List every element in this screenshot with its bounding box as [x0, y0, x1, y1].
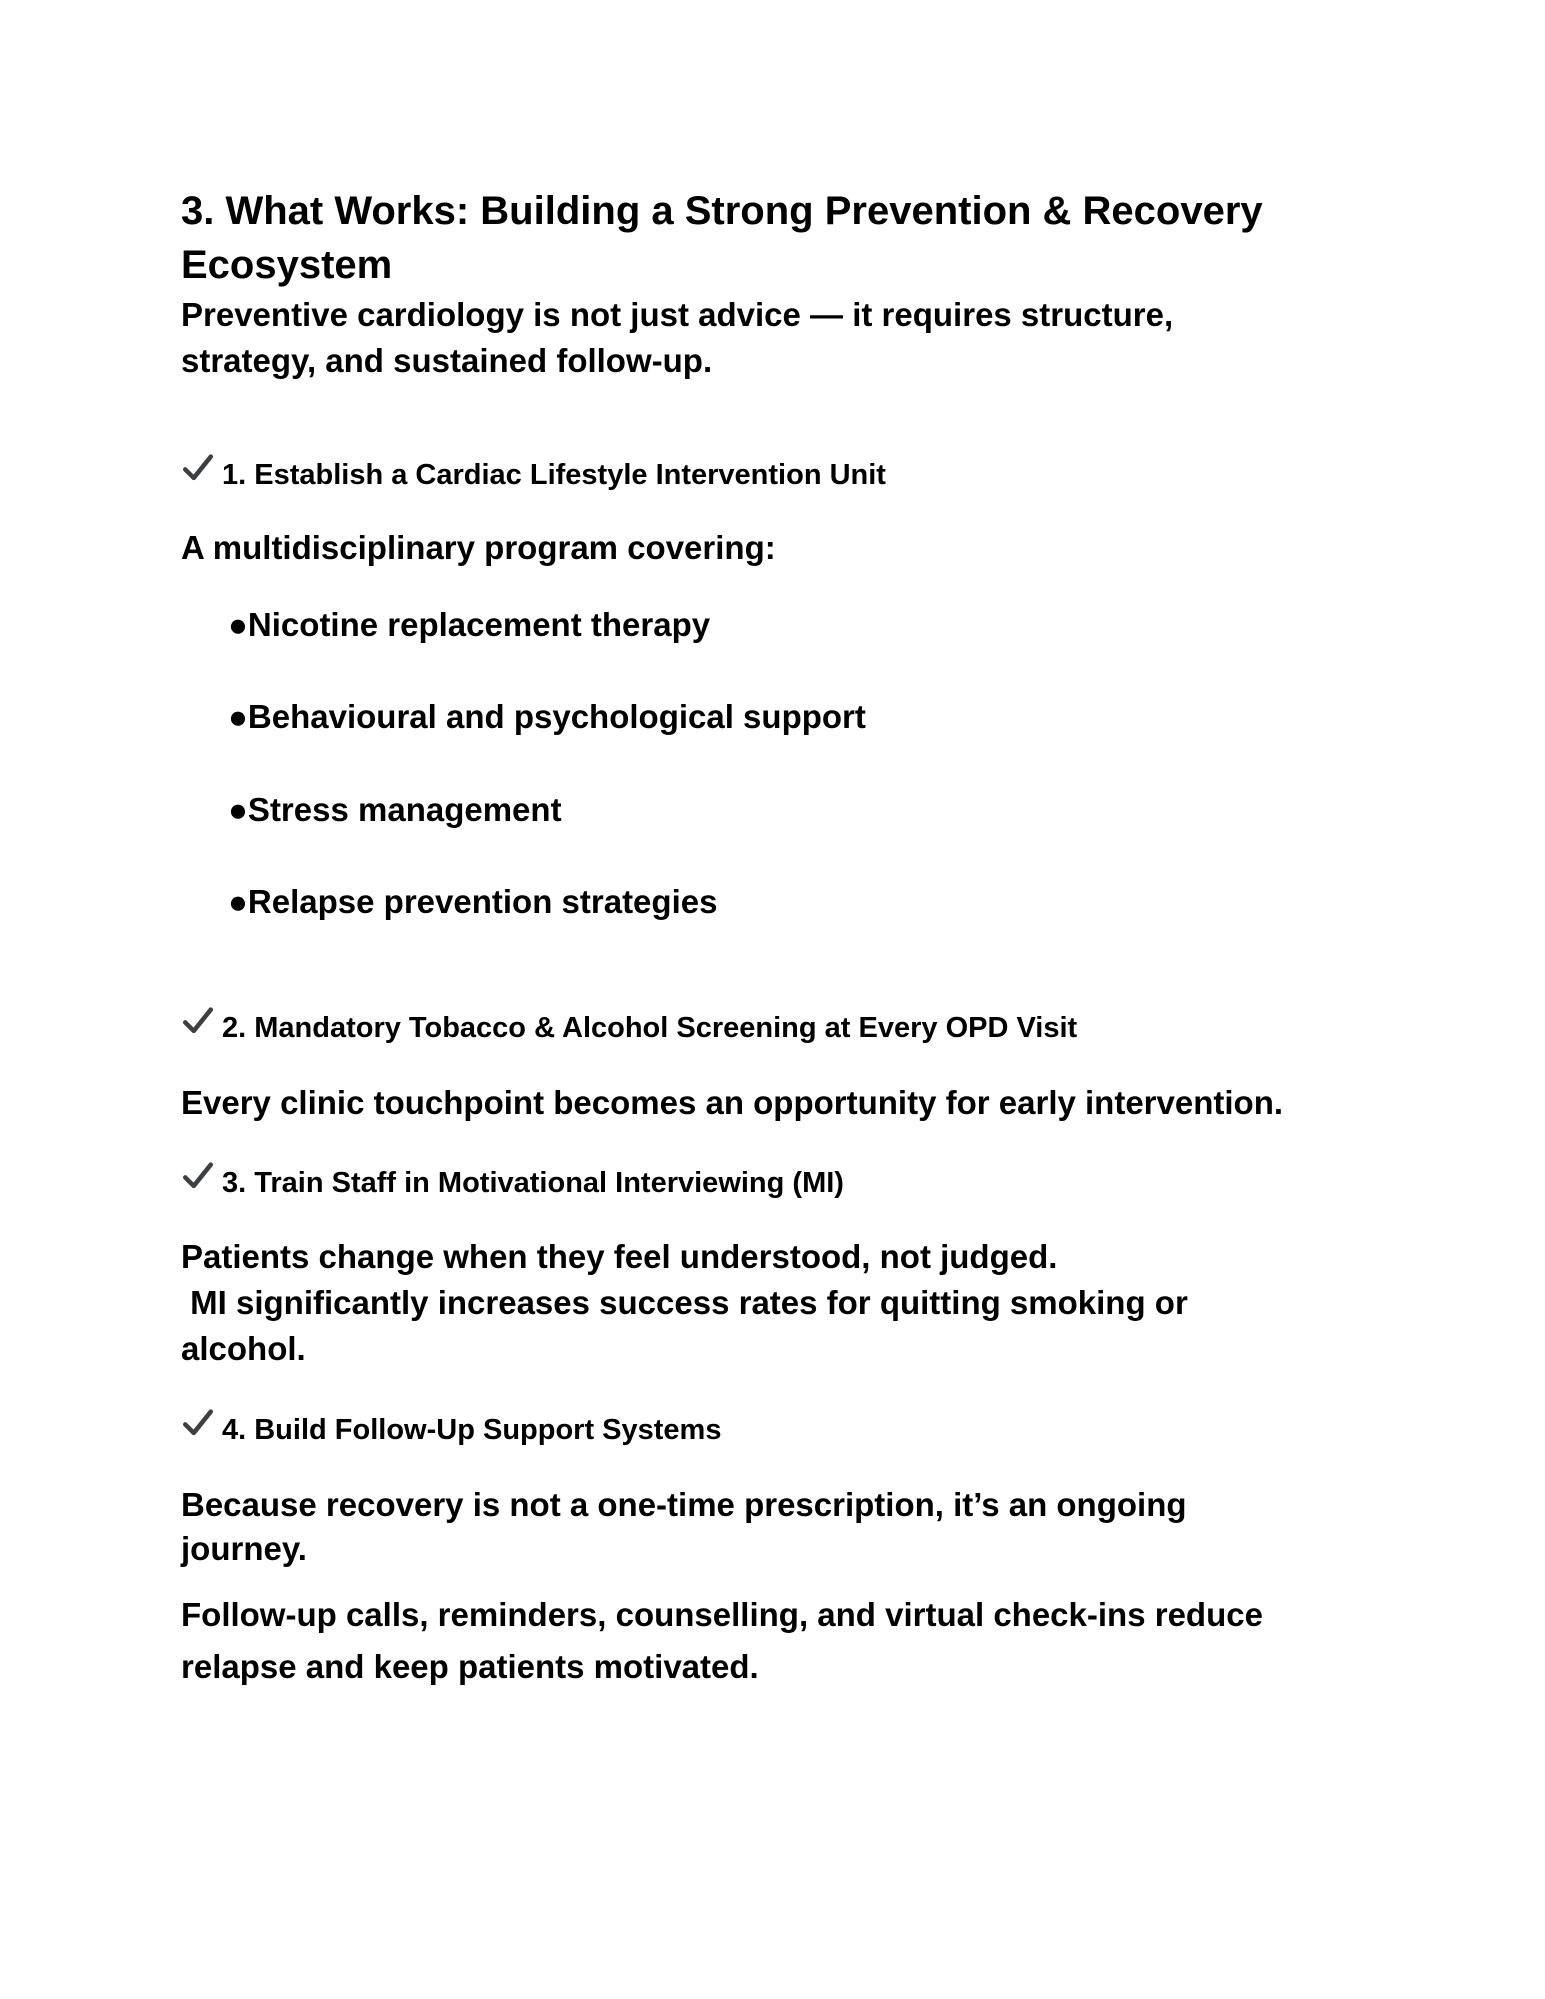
- section-body-line: Because recovery is not a one-time prescription, it’s an ongoing: [181, 1486, 1187, 1523]
- section-intro: A multidisciplinary program covering:: [181, 529, 776, 566]
- section-body-line: journey.: [181, 1530, 307, 1567]
- section-heading-text: 4. Build Follow-Up Support Systems: [222, 1414, 722, 1446]
- list-item: ●Relapse prevention strategies: [228, 883, 718, 920]
- page-title-line-1: 3. What Works: Building a Strong Prevention & Recovery: [181, 189, 1263, 233]
- subtitle-line-2: strategy, and sustained follow-up.: [181, 342, 713, 379]
- section-heading-text: 1. Establish a Cardiac Lifestyle Intervention Unit: [222, 459, 886, 491]
- section-heading-text: 3. Train Staff in Motivational Interviewing (MI): [222, 1167, 844, 1199]
- section-heading-4: [181, 1410, 721, 1450]
- section-body-line: Follow-up calls, reminders, counselling, and virtual check-ins reduce: [181, 1596, 1263, 1633]
- checkmark-icon: [181, 451, 215, 485]
- list-item: ●Behavioural and psychological support: [228, 698, 866, 735]
- list-item: ●Stress management: [228, 791, 562, 828]
- page-title-line-2: Ecosystem: [181, 243, 393, 287]
- section-heading-3: [181, 1163, 844, 1203]
- list-item: ●Nicotine replacement therapy: [228, 606, 711, 643]
- section-body-line: relapse and keep patients motivated.: [181, 1648, 759, 1685]
- section-body-line: alcohol.: [181, 1330, 306, 1367]
- section-heading-2: [181, 1008, 1077, 1048]
- section-heading-1: [181, 455, 886, 495]
- checkmark-icon: [181, 1004, 215, 1038]
- section-heading-text: 2. Mandatory Tobacco & Alcohol Screening at Every OPD Visit: [222, 1012, 1078, 1044]
- subtitle-line-1: Preventive cardiology is not just advice — it requires structure,: [181, 296, 1174, 333]
- section-body-line: Patients change when they feel understood, not judged.: [181, 1238, 1058, 1275]
- section-body: Every clinic touchpoint becomes an opportunity for early intervention.: [181, 1084, 1284, 1121]
- section-body-line: MI significantly increases success rates for quitting smoking or: [181, 1284, 1188, 1321]
- checkmark-icon: [181, 1406, 215, 1440]
- checkmark-icon: [181, 1159, 215, 1193]
